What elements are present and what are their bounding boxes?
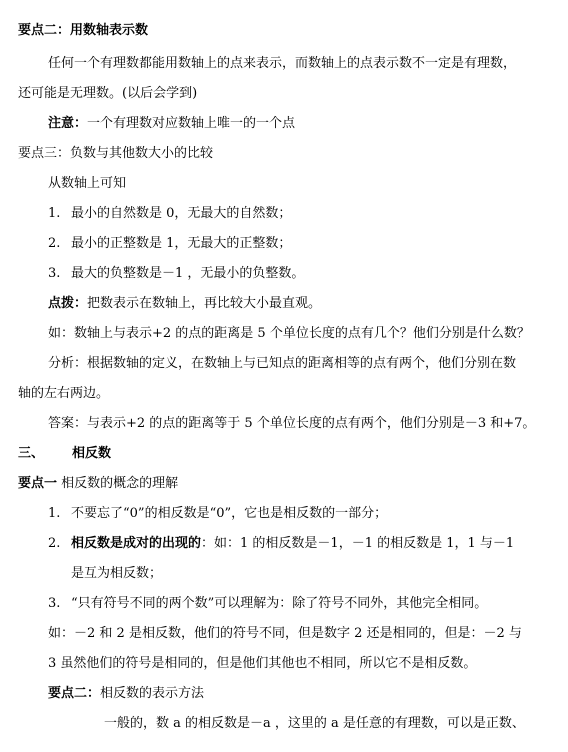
list-item [48,235,291,253]
paragraph-line: 还可能是无理数。(以后会学到) [18,86,198,101]
point-label: 要点一 [18,476,58,491]
list-item [48,505,387,523]
example-line: 3 虽然他们的符号是相同的，但是他们其他也不相同，所以它不是相反数。 [48,656,477,671]
section-title: 相反数 [72,446,112,461]
analysis-line: 轴的左右两边。 [18,386,110,401]
list-number: 2. [48,236,61,251]
paragraph-line: 任何一个有理数都能用数轴上的点来表示，而数轴上的点表示数不一定是有理数， [48,56,517,71]
list-text-bold: 相反数是成对的出现的 [71,536,202,551]
note-text: 一个有理数对应数轴上唯一的一个点 [87,116,296,131]
list-text: 不要忘了“0”的相反数是“0”，它也是相反数的一部分； [71,506,388,521]
point-label: 要点二： [48,686,101,701]
tip-label: 点拨： [48,296,88,311]
paragraph-line: 一般的，数 a 的相反数是－a ，这里的 a 是任意的有理数，可以是正数、 [104,716,525,731]
point-text: 相反数的概念的理解 [57,476,179,491]
list-text: “只有符号不同的两个数”可以理解为：除了符号不同外，其他完全相同。 [71,596,488,611]
list-text: 最大的负整数是－1 ，无最小的负整数。 [71,266,305,281]
section-number: 三、 [18,446,45,461]
list-text: ：如：1 的相反数是－1，－1 的相反数是 1，1 与－1 [201,536,515,551]
list-item [48,535,514,553]
list-continuation: 是互为相反数； [71,566,163,581]
point-text: 相反数的表示方法 [100,686,205,701]
example-question: 如：数轴上与表示+2 的点的距离是 5 个单位长度的点有几个？他们分别是什么数？ [48,326,530,341]
note-line [48,115,295,133]
heading-point-three: 要点三：负数与其他数大小的比较 [18,146,214,161]
tip-text: 把数表示在数轴上，再比较大小最直观。 [87,296,322,311]
paragraph-line: 从数轴上可知 [48,176,127,191]
subheading-point-one [18,475,178,493]
list-text: 最小的正整数是 1，无最大的正整数； [71,236,292,251]
answer-line: 答案：与表示+2 的点的距离等于 5 个单位长度的点有两个，他们分别是－3 和+7。 [48,416,536,431]
list-number: 2. [48,536,61,551]
subheading-point-two [48,685,204,703]
list-number: 1. [48,506,61,521]
example-line: 如：－2 和 2 是相反数，他们的符号不同，但是数字 2 还是相同的，但是：－2 与 [48,626,522,641]
list-number: 3. [48,266,61,281]
list-number: 1. [48,206,61,221]
list-number: 3. [48,596,61,611]
list-item [48,595,487,613]
note-label: 注意： [48,116,88,131]
list-item [48,205,291,223]
section-heading [18,445,111,463]
list-item [48,265,304,283]
heading-point-two: 要点二：用数轴表示数 [18,23,149,38]
analysis-line: 分析：根据数轴的定义，在数轴上与已知点的距离相等的点有两个，他们分别在数 [48,356,517,371]
tip-line [48,295,321,313]
list-text: 最小的自然数是 0，无最大的自然数； [71,206,292,221]
